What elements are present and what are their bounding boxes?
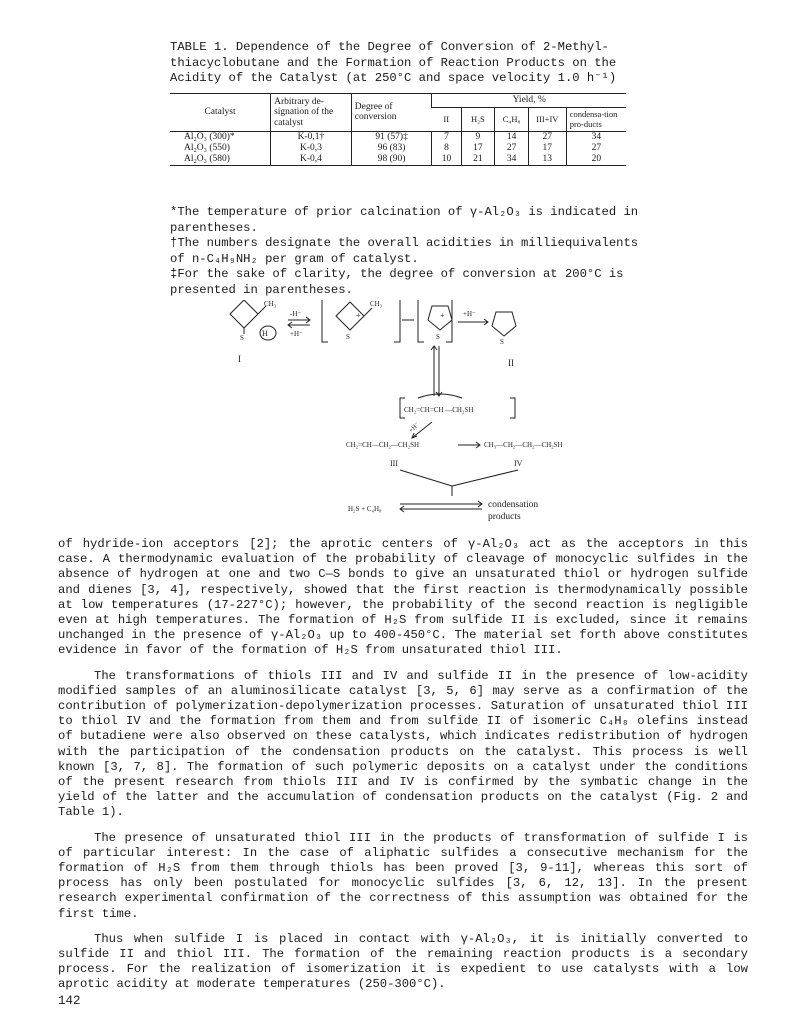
converging-lines (400, 470, 518, 496)
label-i: I (238, 354, 241, 364)
cell-catalyst: Al₂O₃ (550) (184, 142, 230, 153)
cell-yield: 27 (566, 143, 626, 154)
table-footnotes (170, 205, 650, 298)
cell-designation: K-0,4 (271, 154, 352, 166)
cell-yield: 27 (495, 143, 529, 154)
cell-yield: 13 (528, 154, 566, 166)
diagonal-arrow-label: +H⁻ (407, 420, 421, 435)
paragraph: of hydride-ion acceptors [2]; the aprotic centers of γ-Al₂O₃ act as the acceptors in this case. A thermodynamic evaluation of the probability of cleavage of monocyclic sulfides in the absence of hydrogen at one and two C—S bonds to give an unsaturated thiol or hydrogen sulfide and dienes [3, 4], respectively, showed that the first reaction is thermodynamically possible at low temperatures (17-227°C); however, the probability of the second reaction is negligible even at high temperatures. The formation of H₂S from sulfide II is excluded, since it remains unchanged in the presence of γ-Al₂O₃ up to 400-450°C. The material set forth above constitutes evidence in favor of the formation of H₂S from unsaturated thiol III. (58, 537, 748, 658)
cell-yield: 34 (495, 154, 529, 166)
label-ii: II (508, 358, 514, 368)
plus-charge-2: + (440, 311, 445, 320)
cell-yield: 7 (432, 131, 461, 143)
s-label-4: S (500, 338, 504, 346)
body-text (58, 537, 748, 1003)
cell-yield: 21 (461, 154, 495, 166)
col-header-yield-iii-iv: III+IV (528, 107, 566, 131)
footnote: ‡For the sake of clarity, the degree of conversion at 200°C is presented in parentheses. (170, 267, 624, 297)
s-label-2: S (346, 333, 350, 341)
cell-yield: 20 (566, 154, 626, 166)
cell-yield: 34 (566, 131, 626, 143)
cell-yield: 17 (528, 143, 566, 154)
ch3-label: CH₃ (264, 300, 277, 308)
cell-conversion: 98 (90) (351, 154, 432, 166)
vertical-equilibrium-arrow (431, 346, 442, 396)
label-iii: III (390, 459, 398, 468)
s-label: S (240, 334, 244, 342)
col-header-conversion: Degree of conversion (351, 94, 432, 132)
cell-yield: 8 (432, 143, 461, 154)
table-row (170, 143, 626, 154)
arrow-label-minus-h: -H⁻ (290, 310, 302, 318)
h2s-c4h8-products: H₂S + C₄H₈ (348, 505, 382, 513)
ch3-label-2: CH₃ (370, 300, 383, 308)
col-header-yield-condensation: condensa-tion pro-ducts (566, 107, 626, 131)
footnote: †The numbers designate the overall acidities in milliequivalents of n-C₄H₉NH₂ per gram of catalyst. (170, 236, 639, 266)
cell-designation: K-0,3 (271, 143, 352, 154)
paragraph: Thus when sulfide I is placed in contact with γ-Al₂O₃, it is initially converted to sulfide II and thiol III. The formation of the remaining reaction products is a secondary process. For the realization of isomerization it is expedient to use catalysts with a low aprotic acidity at moderate temperatures (250-300°C). (58, 931, 748, 992)
col-header-designation: Arbitrary de-signation of the catalyst (271, 94, 352, 132)
col-header-yield-h2s: H₂S (461, 107, 495, 131)
equilibrium-arrow-products (400, 501, 482, 512)
cell-yield: 9 (461, 131, 495, 143)
condensation-label: condensation (488, 500, 539, 510)
data-table (170, 93, 626, 166)
cell-catalyst: Al₂O₃ (300)* (184, 131, 235, 142)
paragraph: The presence of unsaturated thiol III in the products of transformation of sulfide I is of particular interest: In the case of aliphatic sulfides a consecutive mechanism for the formation of H₂S from them through thiols has been proved [3, 9-11], whereas this sort of process has only been postulated for monocyclic sulfides [3, 6, 12, 13]. In the present research experimental confirmation of the correctness of this assumption was obtained for the first time. (58, 830, 748, 921)
cell-yield: 14 (495, 131, 529, 143)
col-header-yield-ii: II (432, 107, 461, 131)
s-label-3: S (436, 333, 440, 341)
label-iv: IV (514, 459, 523, 468)
table-row (170, 154, 626, 166)
cation-intermediate-2 (418, 300, 452, 342)
col-header-yield: Yield, % (432, 94, 626, 108)
arrow-label-plus-h-2: +H⁻ (463, 310, 476, 318)
allyl-cation-label: CH₂=CH=CH —CH₂SH (404, 406, 474, 414)
products-label: products (488, 512, 521, 522)
cell-yield: 17 (461, 143, 495, 154)
cell-designation: K-0,1† (271, 131, 352, 143)
molecule-ii-structure (492, 312, 516, 336)
thiol-iv-formula: CH₃—CH₂—CH₂—CH₂SH (484, 441, 563, 449)
col-header-yield-c4h8: C₄H₈ (495, 107, 529, 131)
plus-charge-3: + (436, 390, 440, 398)
cell-catalyst: Al₂O₃ (580) (170, 154, 271, 166)
reaction-scheme (200, 300, 620, 528)
thiol-iii-formula: CH₂=CH—CH₂—CH₂SH (346, 441, 420, 449)
data-table-container (170, 93, 626, 166)
plus-charge: + (356, 311, 361, 320)
cell-conversion: 96 (83) (351, 143, 432, 154)
footnote: *The temperature of prior calcination of γ-Al₂O₃ is indicated in parentheses. (170, 205, 639, 235)
cell-conversion: 91 (57)‡ (351, 131, 432, 143)
cell-yield: 27 (528, 131, 566, 143)
paragraph: The transformations of thiols III and IV and sulfide II in the presence of low-acidity modified samples of an aluminosilicate catalyst [3, 5, 6] may serve as a confirmation of the contribution of polymerization-depolymerization processes. Saturation of unsaturated thiol III to thiol IV and the formation from them and from sulfide II of isomeric C₄H₈ olefins instead of butadiene were also observed on these catalysts, which indicates redistribution of hydrogen with the participation of the condensation products on the catalyst. This process is well known [3, 7, 8]. The formation of such polymeric deposits on a catalyst under the conditions of the present research from thiols III and IV is confirmed by the symbatic change in the yield of the latter and the accumulation of condensation products on the catalyst (Fig. 2 and Table 1). (58, 668, 748, 820)
cell-yield: 10 (432, 154, 461, 166)
page-number: 142 (58, 994, 81, 1008)
arrow-label-plus-h: +H⁻ (290, 330, 303, 338)
table-row (170, 131, 626, 143)
h-label: H (262, 329, 268, 338)
equilibrium-arrow (288, 317, 310, 328)
table-caption: TABLE 1. Dependence of the Degree of Conversion of 2-Methyl-thiacyclobutane and the Formation of Reaction Products on the Acidity of the Catalyst (at 250°C and space velocity 1.0 h⁻¹) (170, 40, 617, 85)
cation-intermediate-1 (322, 300, 400, 342)
col-header-catalyst: Catalyst (170, 94, 271, 132)
